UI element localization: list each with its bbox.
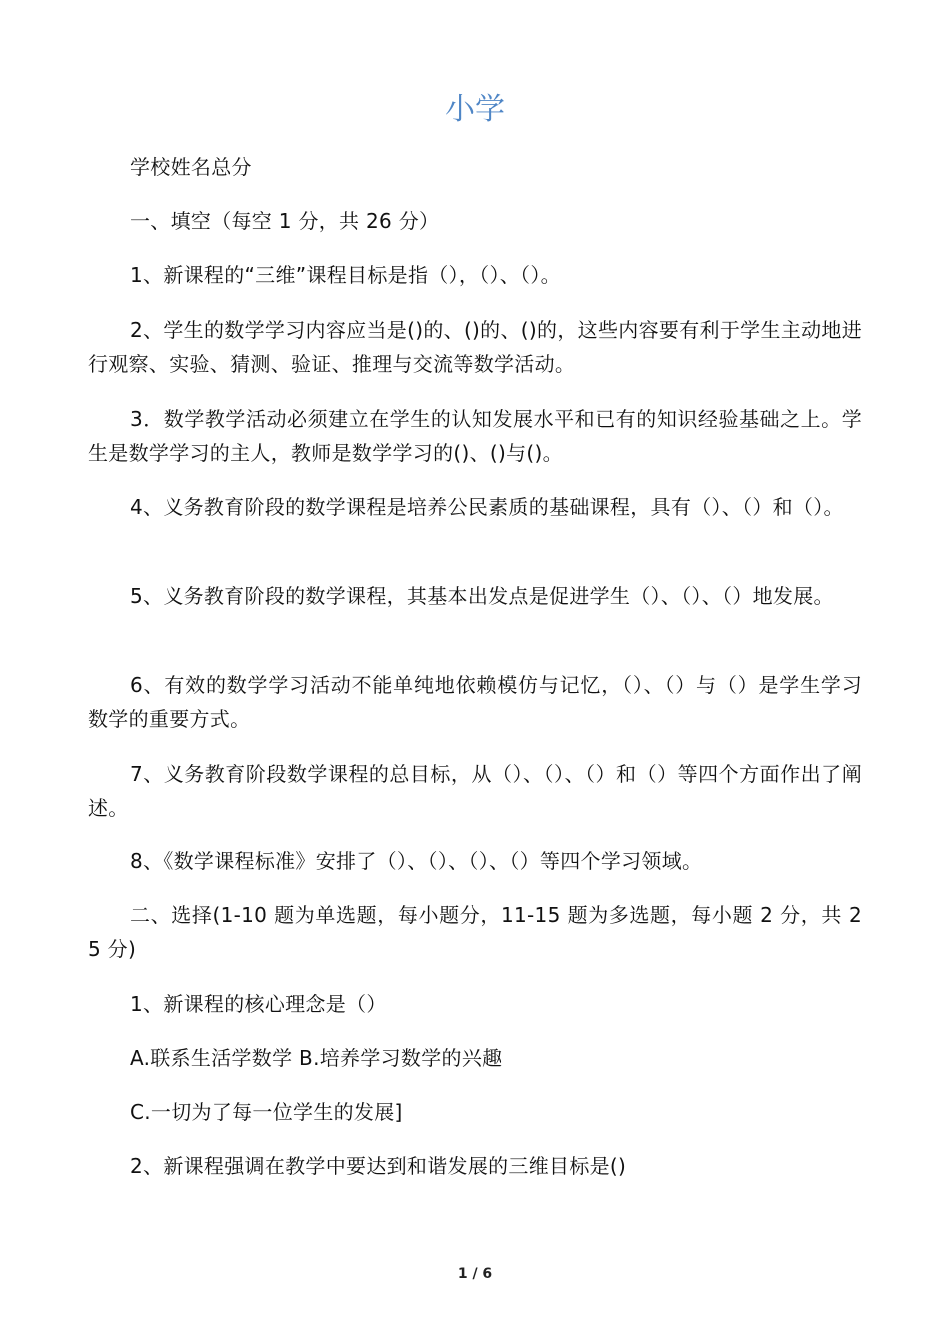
page-indicator: 1 / 6 — [457, 1266, 493, 1282]
question-choice-2: 2、新课程强调在教学中要达到和谐发展的三维目标是() — [130, 1154, 627, 1178]
question-choice-1-options-ab: A.联系生活学数学 B.培养学习数学的兴趣 — [130, 1046, 503, 1070]
section-heading-fill-blank: 一、填空（每空 1 分，共 26 分） — [130, 209, 440, 233]
section-heading-choice: 二、选择(1-10 题为单选题，每小题分，11-15 题为多选题，每小题 2 分，共 25 分) — [88, 903, 862, 961]
question-fill-1: 1、新课程的“三维”课程目标是指（），（）、（）。 — [130, 263, 561, 287]
document-title: 小学 — [445, 92, 505, 127]
question-fill-6: 6、有效的数学学习活动不能单纯地依赖模仿与记忆，（）、（）与（）是学生学习数学的重要方式。 — [88, 673, 862, 731]
school-name-score-line: 学校姓名总分 — [130, 155, 252, 179]
question-fill-3: 3．数学教学活动必须建立在学生的认知发展水平和已有的知识经验基础之上。学生是数学学习的主人，教师是数学学习的()、()与()。 — [88, 407, 862, 465]
question-fill-7: 7、义务教育阶段数学课程的总目标，从（）、（）、（）和（）等四个方面作出了阐述。 — [88, 762, 862, 820]
question-choice-1: 1、新课程的核心理念是（） — [130, 992, 387, 1016]
question-fill-4: 4、义务教育阶段的数学课程是培养公民素质的基础课程，具有（）、（）和（）。 — [130, 495, 844, 519]
question-fill-2: 2、学生的数学学习内容应当是()的、()的、()的，这些内容要有利于学生主动地进行观察、实验、猜测、验证、推理与交流等数学活动。 — [88, 318, 862, 376]
question-fill-8: 8、《数学课程标准》安排了（）、（）、（）、（）等四个学习领域。 — [130, 849, 703, 873]
question-fill-5: 5、义务教育阶段的数学课程，其基本出发点是促进学生（）、（）、（）地发展。 — [130, 584, 834, 608]
question-choice-1-option-c: C.一切为了每一位学生的发展] — [130, 1100, 403, 1124]
